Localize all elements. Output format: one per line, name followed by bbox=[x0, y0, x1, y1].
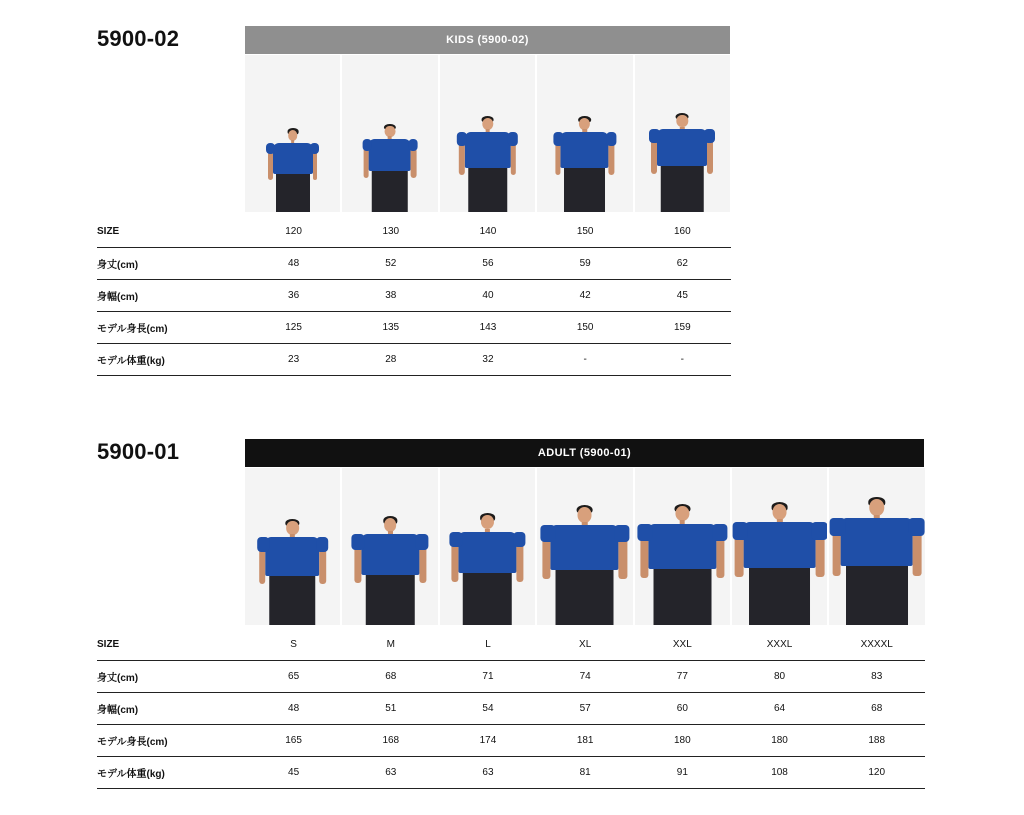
size-cell: 140 bbox=[439, 216, 536, 248]
table-cell: 52 bbox=[342, 248, 439, 280]
model-figure bbox=[537, 507, 632, 625]
table-cell: 150 bbox=[537, 312, 634, 344]
figure-head bbox=[870, 499, 885, 515]
figure-sleeve bbox=[449, 532, 462, 548]
figure-shirt bbox=[657, 129, 707, 166]
model-figure bbox=[647, 115, 717, 212]
model-figure bbox=[265, 130, 321, 212]
table-cell: - bbox=[634, 344, 731, 376]
figure-arm bbox=[543, 538, 551, 578]
figure-head bbox=[482, 118, 493, 130]
figure-arm bbox=[320, 549, 326, 584]
table-row bbox=[97, 757, 925, 789]
table-cell: 32 bbox=[439, 344, 536, 376]
table-cell: 48 bbox=[245, 248, 342, 280]
model-figure bbox=[447, 515, 528, 625]
kids-model-photos bbox=[245, 55, 730, 212]
size-cell: 160 bbox=[634, 216, 731, 248]
adult-model-code: 5900-01 bbox=[97, 439, 180, 464]
table-cell: 68 bbox=[828, 693, 925, 725]
model-photo bbox=[537, 468, 632, 625]
figure-sleeve bbox=[513, 532, 526, 548]
figure-arm bbox=[832, 533, 841, 576]
model-photo bbox=[732, 468, 827, 625]
figure-arm bbox=[419, 546, 426, 583]
table-cell: 125 bbox=[245, 312, 342, 344]
table-cell: 56 bbox=[439, 248, 536, 280]
model-photo bbox=[245, 55, 340, 212]
figure-pants bbox=[468, 168, 507, 212]
size-cell: L bbox=[439, 629, 536, 661]
table-cell: 80 bbox=[731, 661, 828, 693]
table-cell: 48 bbox=[245, 693, 342, 725]
model-photo bbox=[342, 55, 437, 212]
table-cell: 74 bbox=[537, 661, 634, 693]
model-figure bbox=[732, 504, 827, 625]
figure-sleeve bbox=[712, 524, 727, 541]
figure-pants bbox=[276, 174, 310, 212]
figure-sleeve bbox=[553, 132, 564, 146]
table-cell: 57 bbox=[537, 693, 634, 725]
model-figure bbox=[551, 118, 618, 212]
model-figure bbox=[349, 518, 430, 625]
model-figure bbox=[255, 521, 331, 625]
table-cell: 51 bbox=[342, 693, 439, 725]
row-label: モデル体重(kg) bbox=[97, 344, 245, 376]
figure-sleeve bbox=[508, 132, 518, 146]
figure-shirt bbox=[458, 532, 516, 574]
figure-shirt bbox=[551, 525, 619, 570]
kids-banner: KIDS (5900-02) bbox=[245, 26, 730, 54]
figure-sleeve bbox=[416, 534, 429, 549]
figure-arm bbox=[459, 143, 465, 175]
table-row bbox=[97, 312, 731, 344]
figure-shirt bbox=[561, 132, 609, 168]
table-cell: 59 bbox=[537, 248, 634, 280]
figure-arm bbox=[259, 549, 265, 584]
table-row bbox=[97, 280, 731, 312]
table-cell: 45 bbox=[245, 757, 342, 789]
table-cell: 188 bbox=[828, 725, 925, 757]
model-photo bbox=[829, 468, 924, 625]
table-cell: 63 bbox=[439, 757, 536, 789]
table-row bbox=[97, 248, 731, 280]
table-row bbox=[97, 344, 731, 376]
size-row bbox=[97, 629, 925, 661]
size-row bbox=[97, 216, 731, 248]
model-photo bbox=[635, 468, 730, 625]
figure-pants bbox=[556, 570, 614, 625]
size-cell: 120 bbox=[245, 216, 342, 248]
table-cell: 83 bbox=[828, 661, 925, 693]
figure-head bbox=[288, 130, 298, 141]
model-photo bbox=[245, 468, 340, 625]
figure-arm bbox=[716, 537, 724, 578]
figure-sleeve bbox=[540, 525, 555, 542]
figure-sleeve bbox=[732, 522, 748, 539]
table-cell: 38 bbox=[342, 280, 439, 312]
figure-pants bbox=[846, 566, 907, 625]
model-figure bbox=[635, 506, 730, 625]
table-cell: 71 bbox=[439, 661, 536, 693]
size-label: SIZE bbox=[97, 216, 245, 248]
figure-sleeve bbox=[266, 143, 275, 155]
table-cell: 77 bbox=[634, 661, 731, 693]
table-cell: 28 bbox=[342, 344, 439, 376]
table-cell: 36 bbox=[245, 280, 342, 312]
table-row bbox=[97, 661, 925, 693]
figure-arm bbox=[640, 537, 648, 578]
table-cell: 54 bbox=[439, 693, 536, 725]
figure-sleeve bbox=[649, 129, 660, 143]
figure-arm bbox=[609, 143, 615, 175]
figure-sleeve bbox=[615, 525, 630, 542]
figure-shirt bbox=[648, 524, 716, 569]
figure-pants bbox=[270, 576, 316, 625]
table-cell: 180 bbox=[634, 725, 731, 757]
model-figure bbox=[455, 118, 519, 212]
figure-arm bbox=[651, 140, 657, 173]
figure-pants bbox=[749, 568, 810, 625]
adult-model-photos bbox=[245, 468, 925, 625]
figure-arm bbox=[619, 538, 627, 578]
figure-arm bbox=[913, 533, 922, 576]
table-cell: 143 bbox=[439, 312, 536, 344]
figure-shirt bbox=[361, 534, 419, 575]
table-row bbox=[97, 693, 925, 725]
figure-sleeve bbox=[409, 139, 418, 151]
figure-arm bbox=[452, 544, 459, 582]
figure-sleeve bbox=[811, 522, 827, 539]
size-cell: 130 bbox=[342, 216, 439, 248]
size-cell: XXXXL bbox=[828, 629, 925, 661]
figure-head bbox=[385, 126, 395, 137]
figure-head bbox=[384, 518, 396, 532]
figure-arm bbox=[510, 143, 516, 175]
table-cell: 23 bbox=[245, 344, 342, 376]
table-cell: 60 bbox=[634, 693, 731, 725]
size-label: SIZE bbox=[97, 629, 245, 661]
row-label: モデル身長(cm) bbox=[97, 725, 245, 757]
table-cell: - bbox=[537, 344, 634, 376]
table-cell: 63 bbox=[342, 757, 439, 789]
figure-sleeve bbox=[606, 132, 617, 146]
size-cell: XL bbox=[537, 629, 634, 661]
model-photo bbox=[440, 55, 535, 212]
figure-shirt bbox=[744, 522, 816, 568]
figure-arm bbox=[516, 544, 523, 582]
table-cell: 64 bbox=[731, 693, 828, 725]
figure-arm bbox=[707, 140, 713, 173]
size-cell: M bbox=[342, 629, 439, 661]
figure-shirt bbox=[369, 139, 411, 172]
figure-arm bbox=[735, 536, 744, 577]
table-cell: 168 bbox=[342, 725, 439, 757]
model-figure bbox=[361, 126, 420, 212]
model-figure bbox=[829, 499, 924, 625]
table-cell: 135 bbox=[342, 312, 439, 344]
figure-sleeve bbox=[310, 143, 319, 155]
figure-head bbox=[677, 115, 688, 128]
table-cell: 120 bbox=[828, 757, 925, 789]
table-cell: 159 bbox=[634, 312, 731, 344]
table-cell: 165 bbox=[245, 725, 342, 757]
figure-sleeve bbox=[830, 518, 846, 536]
table-cell: 45 bbox=[634, 280, 731, 312]
figure-head bbox=[287, 521, 299, 534]
figure-arm bbox=[354, 546, 361, 583]
row-label: モデル身長(cm) bbox=[97, 312, 245, 344]
figure-head bbox=[481, 515, 494, 529]
figure-pants bbox=[564, 168, 605, 212]
adult-size-table bbox=[97, 629, 925, 789]
figure-sleeve bbox=[257, 537, 269, 552]
table-cell: 108 bbox=[731, 757, 828, 789]
figure-arm bbox=[313, 152, 318, 180]
model-photo bbox=[440, 468, 535, 625]
figure-shirt bbox=[273, 143, 313, 174]
figure-head bbox=[578, 507, 592, 522]
figure-sleeve bbox=[637, 524, 652, 541]
table-cell: 181 bbox=[537, 725, 634, 757]
row-label: 身幅(cm) bbox=[97, 280, 245, 312]
figure-pants bbox=[365, 575, 414, 625]
table-row bbox=[97, 725, 925, 757]
figure-head bbox=[579, 118, 590, 130]
figure-sleeve bbox=[704, 129, 715, 143]
figure-sleeve bbox=[362, 139, 371, 151]
figure-pants bbox=[653, 569, 711, 625]
figure-arm bbox=[555, 143, 561, 175]
table-cell: 174 bbox=[439, 725, 536, 757]
size-cell: S bbox=[245, 629, 342, 661]
table-cell: 180 bbox=[731, 725, 828, 757]
figure-arm bbox=[268, 152, 273, 180]
adult-banner: ADULT (5900-01) bbox=[245, 439, 924, 467]
row-label: 身丈(cm) bbox=[97, 248, 245, 280]
figure-sleeve bbox=[316, 537, 328, 552]
figure-shirt bbox=[266, 537, 320, 576]
figure-pants bbox=[372, 171, 408, 212]
figure-pants bbox=[661, 166, 704, 212]
figure-arm bbox=[364, 148, 369, 178]
figure-sleeve bbox=[909, 518, 925, 536]
figure-arm bbox=[411, 148, 416, 178]
figure-head bbox=[675, 506, 689, 522]
kids-model-code: 5900-02 bbox=[97, 26, 180, 51]
figure-head bbox=[773, 504, 787, 520]
figure-arm bbox=[816, 536, 825, 577]
figure-shirt bbox=[464, 132, 510, 168]
model-photo bbox=[342, 468, 437, 625]
table-cell: 91 bbox=[634, 757, 731, 789]
model-photo bbox=[635, 55, 730, 212]
row-label: 身幅(cm) bbox=[97, 693, 245, 725]
figure-shirt bbox=[841, 518, 913, 566]
figure-sleeve bbox=[457, 132, 467, 146]
table-cell: 65 bbox=[245, 661, 342, 693]
table-cell: 42 bbox=[537, 280, 634, 312]
model-photo bbox=[537, 55, 632, 212]
size-cell: 150 bbox=[537, 216, 634, 248]
figure-pants bbox=[463, 573, 512, 625]
size-cell: XXL bbox=[634, 629, 731, 661]
size-cell: XXXL bbox=[731, 629, 828, 661]
row-label: モデル体重(kg) bbox=[97, 757, 245, 789]
row-label: 身丈(cm) bbox=[97, 661, 245, 693]
table-cell: 40 bbox=[439, 280, 536, 312]
table-cell: 81 bbox=[537, 757, 634, 789]
figure-sleeve bbox=[352, 534, 365, 549]
table-cell: 62 bbox=[634, 248, 731, 280]
kids-size-table bbox=[97, 216, 731, 376]
table-cell: 68 bbox=[342, 661, 439, 693]
